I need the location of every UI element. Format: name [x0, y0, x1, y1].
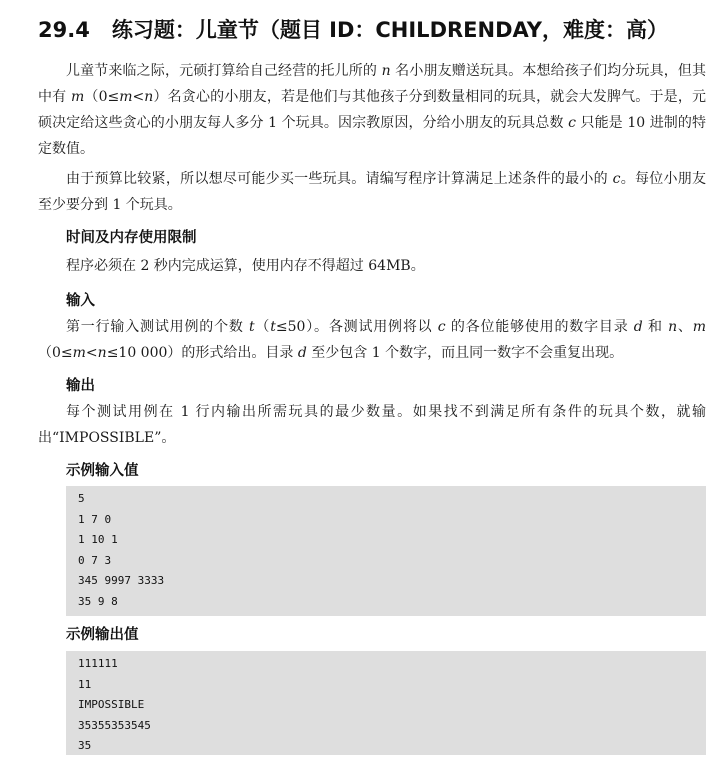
sample-output-box: [66, 651, 706, 755]
sample-input-line: 345 9997 3333: [78, 574, 165, 587]
sample-output-line: 111111: [78, 657, 118, 670]
sample-output-heading: 示例输出值: [66, 627, 139, 643]
limits-text: 程序必须在 2 秒内完成运算，使用内存不得超过 64MB。: [66, 258, 425, 274]
output-heading: 输出: [66, 378, 95, 394]
sample-output-line: 35: [78, 739, 92, 752]
section-number: 29.4: [38, 18, 90, 42]
sample-input-heading: 示例输入值: [66, 463, 139, 479]
section-title-text: 练习题：儿童节（题目 ID：CHILDRENDAY，难度：高）: [111, 18, 668, 42]
sample-output-line: IMPOSSIBLE: [78, 698, 145, 711]
limits-heading: 时间及内存使用限制: [66, 230, 197, 246]
sample-input-line: 0 7 3: [78, 553, 112, 567]
description-paragraph-2: 由于预算比较紧，所以想尽可能少买一些玩具。请编写程序计算满足上述条件的最小的 c。每位小朋友至少要分到 1 个玩具。: [38, 171, 706, 213]
input-description: 第一行输入测试用例的个数 t（t≤50）。各测试用例将以 c 的各位能够使用的数字目录 d 和 n、m（0≤m<n≤10 000）的形式给出。目录 d 至少包含 1 个数字，而且同一数字不会重复出现。: [38, 319, 707, 361]
sample-input-box: [66, 486, 706, 616]
sample-output-line: 11: [78, 677, 92, 691]
description-paragraph-1: 儿童节来临之际，元硕打算给自己经营的托儿所的 n 名小朋友赠送玩具。本想给孩子们均分玩具，但其中有 m（0≤m<n）名贪心的小朋友，若是他们与其他孩子分到数量相同的玩具，就会大发脾气。于是，元硕决定给这些贪心的小朋友每人多分 1 个玩具。因宗教原因，分给小朋友的玩具总数 c 只能是 10 进制的特定数值。: [38, 63, 707, 157]
sample-input-line: 35 9 8: [78, 594, 118, 608]
problem-title: [38, 14, 668, 44]
output-description: 每个测试用例在 1 行内输出所需玩具的最少数量。如果找不到满足所有条件的玩具个数，就输出“IMPOSSIBLE”。: [38, 404, 706, 446]
input-heading: 输入: [66, 293, 95, 309]
sample-input-line: 1 10 1: [78, 533, 118, 546]
sample-input-line: 1 7 0: [78, 512, 112, 526]
sample-output-line: 35355353545: [78, 718, 151, 732]
sample-input-line: 5: [78, 492, 85, 505]
